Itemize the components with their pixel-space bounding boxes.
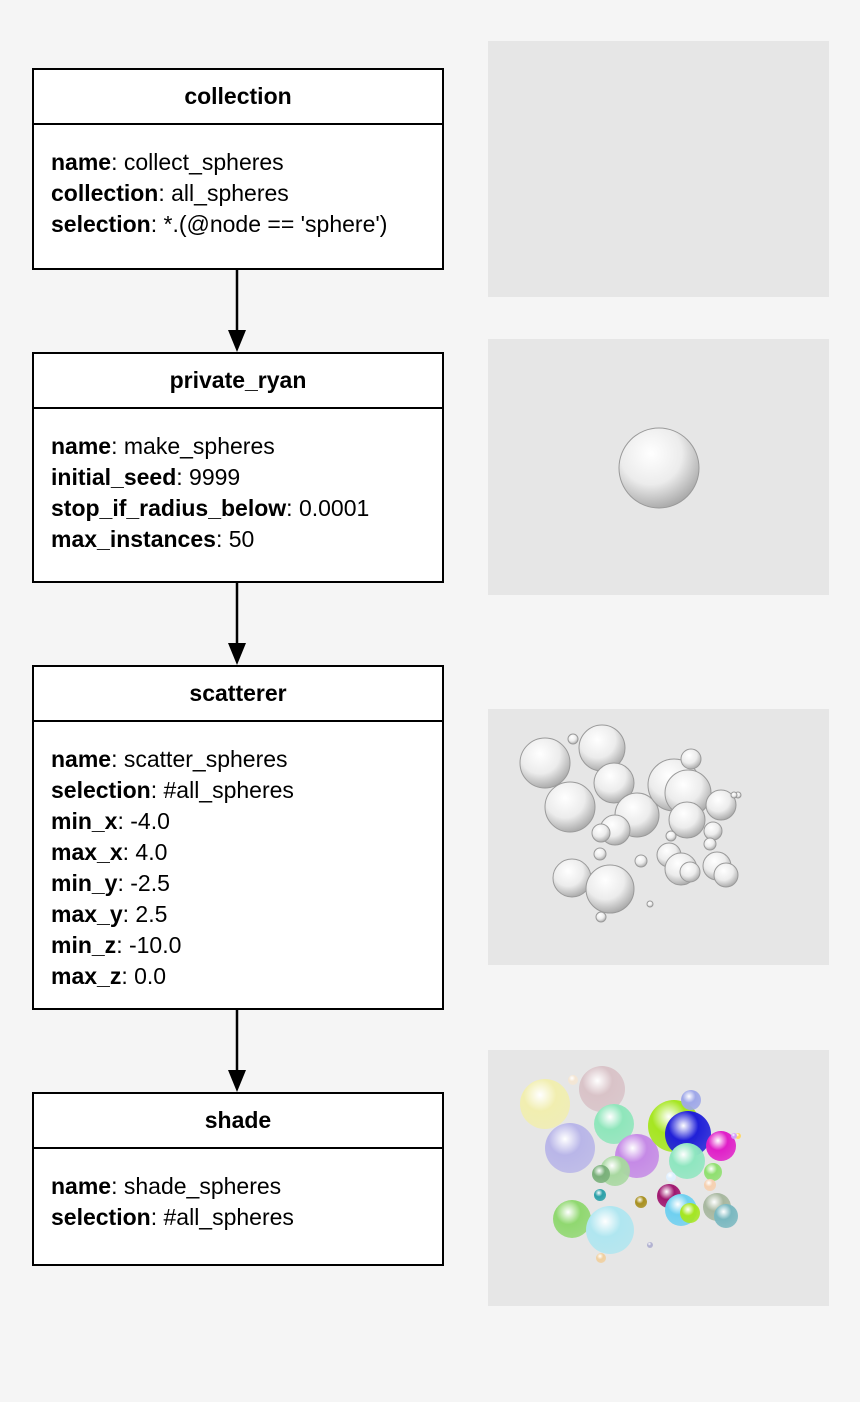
node-title: private_ryan <box>34 354 442 409</box>
sphere <box>592 1165 610 1183</box>
property-value: : 9999 <box>176 464 241 490</box>
node-title: shade <box>34 1094 442 1149</box>
sphere <box>681 1090 701 1110</box>
sphere <box>635 855 647 867</box>
property-value: : collect_spheres <box>111 149 284 175</box>
sphere <box>545 1123 595 1173</box>
property-value: : 0.0 <box>121 963 167 989</box>
preview-scattered-spheres <box>488 709 829 965</box>
property-key: collection <box>51 180 159 206</box>
property-value: : 0.0001 <box>286 495 370 521</box>
sphere <box>596 1253 606 1263</box>
sphere <box>704 1163 722 1181</box>
arrow-scatterer-to-shade <box>228 1010 246 1092</box>
property-key: min_x <box>51 808 118 834</box>
sphere <box>568 1075 578 1085</box>
sphere <box>592 824 610 842</box>
sphere <box>553 859 591 897</box>
sphere <box>731 1133 737 1139</box>
property-key: name <box>51 149 112 175</box>
property-key: selection <box>51 777 151 803</box>
arrow-collection-to-private-ryan <box>228 270 246 352</box>
property-value: : 50 <box>215 526 255 552</box>
sphere <box>714 1204 738 1228</box>
node-title: scatterer <box>34 667 442 722</box>
property-value: : -2.5 <box>117 870 170 896</box>
sphere <box>594 848 606 860</box>
sphere <box>586 865 634 913</box>
property-key: name <box>51 433 112 459</box>
property-value: : all_spheres <box>158 180 289 206</box>
property-value: : -4.0 <box>117 808 170 834</box>
sphere <box>596 912 606 922</box>
sphere <box>647 1242 653 1248</box>
single-sphere-render <box>488 339 829 595</box>
property-key: max_x <box>51 839 123 865</box>
sphere <box>586 1206 634 1254</box>
sphere <box>680 1203 700 1223</box>
property-key: initial_seed <box>51 464 177 490</box>
property-key: name <box>51 746 112 772</box>
property-value: : #all_spheres <box>150 1204 294 1230</box>
sphere <box>520 1079 570 1129</box>
property-value: : *.(@node == 'sphere') <box>150 211 388 237</box>
property-value: : shade_spheres <box>111 1173 282 1199</box>
node-title: collection <box>34 70 442 125</box>
sphere <box>680 862 700 882</box>
preview-single-sphere <box>488 339 829 595</box>
property-key: max_instances <box>51 526 216 552</box>
arrow-private-ryan-to-scatterer <box>228 583 246 665</box>
property-key: selection <box>51 211 151 237</box>
sphere <box>714 863 738 887</box>
sphere <box>568 734 578 744</box>
sphere <box>704 838 716 850</box>
sphere <box>704 822 722 840</box>
property-value: : scatter_spheres <box>111 746 288 772</box>
property-key: name <box>51 1173 112 1199</box>
sphere <box>681 749 701 769</box>
sphere <box>666 831 676 841</box>
sphere <box>545 782 595 832</box>
property-key: max_y <box>51 901 123 927</box>
property-key: min_y <box>51 870 118 896</box>
preview-shaded-spheres <box>488 1050 829 1306</box>
property-key: min_z <box>51 932 117 958</box>
sphere <box>731 792 737 798</box>
sphere <box>666 1172 676 1182</box>
property-key: selection <box>51 1204 151 1230</box>
property-value: : make_spheres <box>111 433 275 459</box>
property-value: : #all_spheres <box>150 777 294 803</box>
preview-empty <box>488 41 829 297</box>
sphere <box>520 738 570 788</box>
scattered-spheres-render <box>488 709 829 965</box>
property-key: max_z <box>51 963 122 989</box>
sphere <box>553 1200 591 1238</box>
property-value: : 2.5 <box>122 901 168 927</box>
property-key: stop_if_radius_below <box>51 495 287 521</box>
property-value: : -10.0 <box>116 932 182 958</box>
sphere <box>635 1196 647 1208</box>
sphere <box>704 1179 716 1191</box>
sphere <box>594 1189 606 1201</box>
property-value: : 4.0 <box>122 839 168 865</box>
sphere <box>647 901 653 907</box>
shaded-spheres-render <box>488 1050 829 1306</box>
